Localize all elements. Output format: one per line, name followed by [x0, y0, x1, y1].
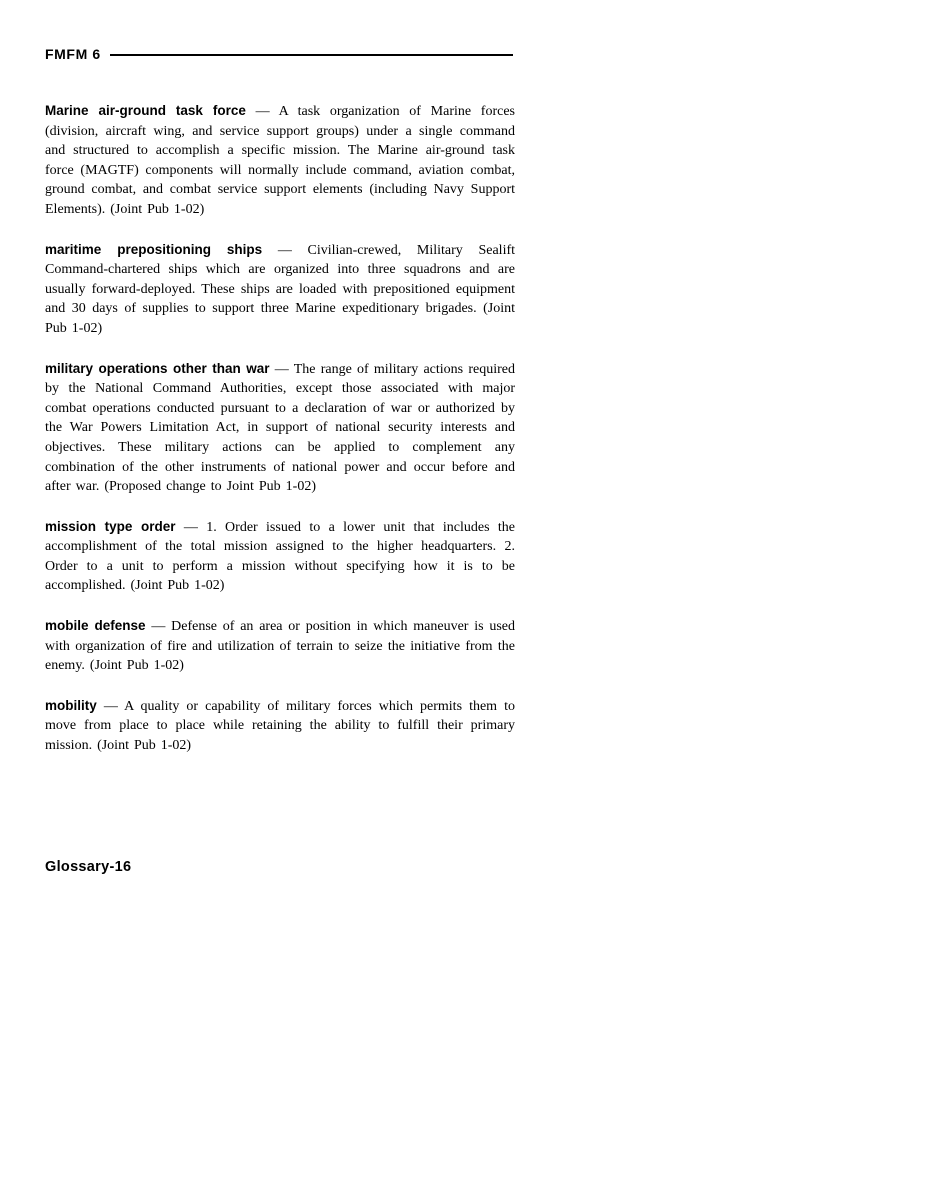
- page-number-label: Glossary-16: [45, 859, 132, 875]
- glossary-entry: [45, 359, 515, 497]
- glossary-definition: — A task organization of Marine forces (division, aircraft wing, and service support groups) under a single command and structured to accomplish a specific mission. The Marine air-ground task force (MAGTF) components will normally include command, aviation combat, ground combat, and combat service support elements (including Navy Support Elements). (Joint Pub 1-02): [45, 104, 516, 217]
- header-rule: [110, 54, 513, 56]
- glossary-definition: — The range of military actions required by the National Command Authorities, except those associated with major combat operations conducted pursuant to a declaration of war or authorized by the War Powers Limitation Act, in support of national security interests and objectives. These military actions can be applied to complement any combination of the other instruments of national power and occur before and after war. (Proposed change to Joint Pub 1-02): [45, 361, 516, 495]
- glossary-term: Marine air-ground task force: [45, 103, 246, 118]
- glossary-entry: [45, 696, 515, 756]
- glossary-entry: [45, 240, 515, 339]
- glossary-term: military operations other than war: [45, 360, 270, 376]
- glossary-term: mobility: [45, 697, 97, 713]
- glossary-entry: [45, 101, 515, 220]
- glossary-term: mission type order: [45, 518, 176, 534]
- glossary-entry: [45, 616, 515, 676]
- glossary-term: mobile defense: [45, 618, 146, 634]
- glossary-content: [45, 101, 515, 776]
- glossary-definition: — Defense of an area or position in which maneuver is used with organization of fire and utilization of terrain to seize the initiative from the enemy. (Joint Pub 1-02): [45, 619, 516, 674]
- page-header: [45, 47, 513, 61]
- glossary-definition: — A quality or capability of military forces which permits them to move from place to place while retaining the ability to fulfill their primary mission. (Joint Pub 1-02): [45, 698, 516, 754]
- glossary-definition: — 1. Order issued to a lower unit that includes the accomplishment of the total mission assigned to the higher headquarters. 2. Order to a unit to perform a mission without specifying how it is to be accomplished. (Joint Pub 1-02): [45, 519, 515, 594]
- glossary-entry: [45, 517, 515, 596]
- glossary-definition: — Civilian-crewed, Military Sealift Command-chartered ships which are organized into three squadrons and are usually forward-deployed. These ships are loaded with prepositioned equipment and 30 days of supplies to support three Marine expeditionary brigades. (Joint Pub 1-02): [45, 242, 516, 336]
- document-id: FMFM 6: [45, 46, 101, 62]
- glossary-term: maritime prepositioning ships: [45, 241, 263, 257]
